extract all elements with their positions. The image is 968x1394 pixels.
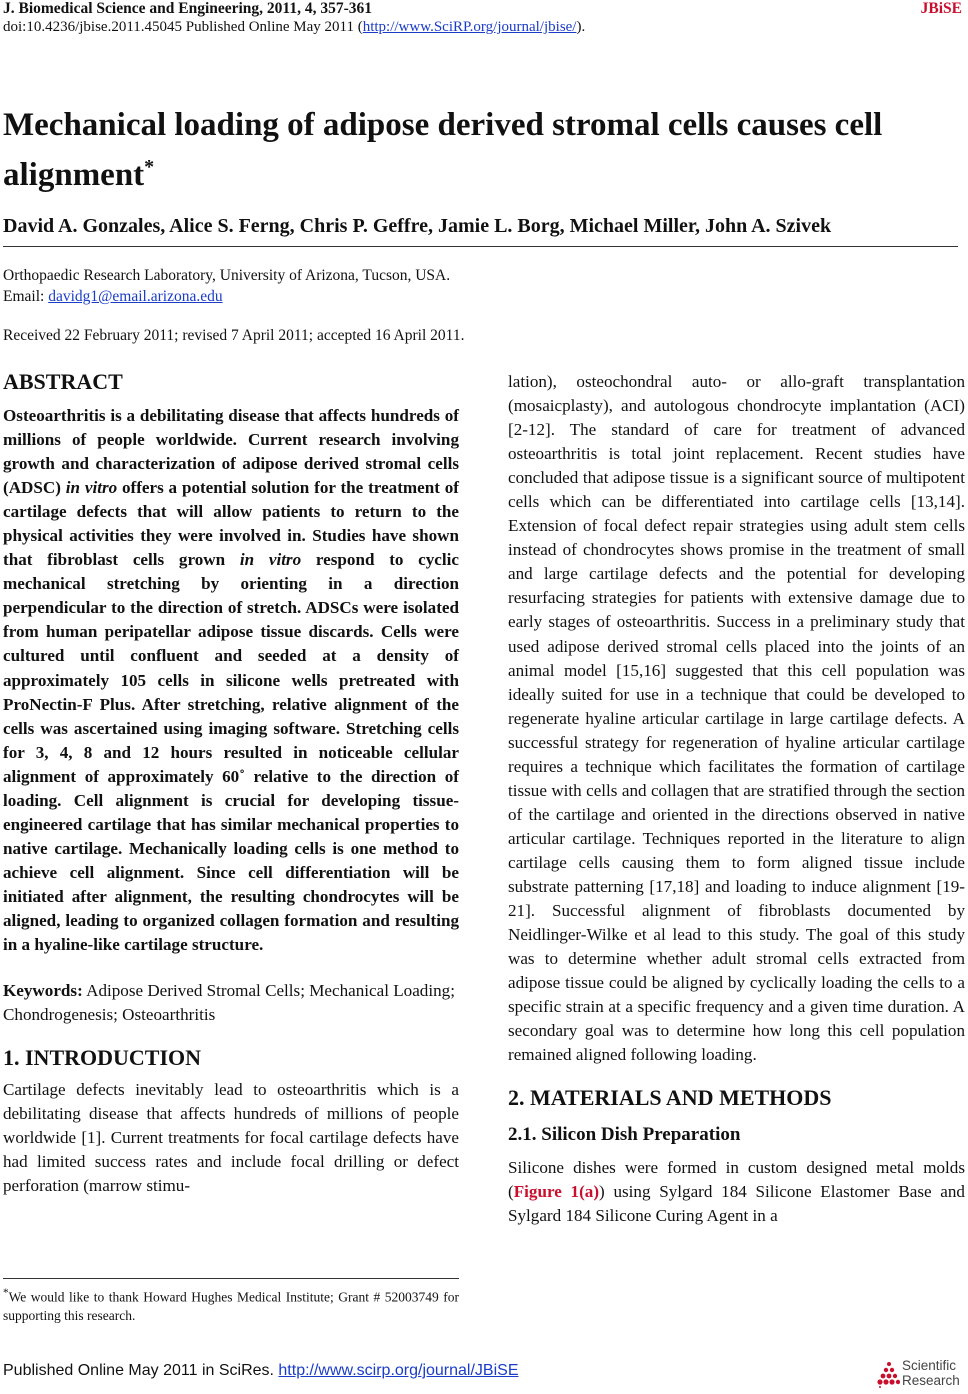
affiliation: Orthopaedic Research Laboratory, University of Arizona, Tucson, USA. — [3, 267, 451, 284]
received-dates: Received 22 February 2011; revised 7 April 2011; accepted 16 April 2011. — [3, 327, 465, 344]
introduction-heading: 1. INTRODUCTION — [3, 1045, 202, 1071]
logo-text — [902, 1358, 960, 1388]
journal-citation: J. Biomedical Science and Engineering, 2011, 4, 357-361 — [3, 0, 372, 17]
abstract-part-1: Osteoarthritis is a debilitating disease that affects hundreds of millions of people worldwide. Current research involving growth and characterization of adipose derived stromal cells (ADSC) — [3, 406, 459, 498]
footer-text: Published Online May 2011 in SciRes. — [3, 1362, 279, 1379]
doi-suffix: ). — [576, 19, 586, 35]
paper-title — [3, 104, 965, 196]
footnote-divider — [3, 1278, 459, 1279]
doi-line — [3, 19, 585, 36]
introduction-text-left: Cartilage defects inevitably lead to osteoarthritis which is a debilitating disease that affects hundreds of millions of people worldwide [1]. Current treatments for focal cartilage defects have had limited success rates and include focal drilling or defect perforation (marrow stimu- — [3, 1080, 459, 1196]
abstract-part-2: offers a potential solution for the treatment of cartilage defects that will allow patients to return to the physical activities they were involved in. Studies have shown that fibroblast cells grown — [3, 478, 459, 570]
methods-text-2: ) using Sylgard 184 Silicone Elastomer Base and Sylgard 184 Silicone Curing Agent in a — [508, 1182, 965, 1226]
abstract-text — [3, 404, 459, 957]
footnote-mark: * — [3, 1287, 9, 1299]
figure-reference[interactable]: Figure 1(a) — [513, 1182, 600, 1202]
introduction-text-right: lation), osteochondral auto- or allo-graft transplantation (mosaicplasty), and autologous chondrocyte implantation (ACI) [2-12]. The standard of care for treatment of advanced osteoarthritis is total joint replacement. Recent studies have concluded that adipose tissue is a significant source of multipotent cells which can be differentiated into cartilage cells [13,14]. Extension of focal defect repair strategies using adult stem cells instead of chondrocytes shows promise in the treatment of small and large cartilage defects and the potential for developing resurfacing strategies for patients with extensive damage due to early stages of osteoarthritis. Success in a preliminary study that used adipose derived stromal cells placed into the joints of an animal model [15,16] suggested that this cell population was ideally suited for use in a technique that could be developed to regenerate hyaline articular cartilage in large cartilage defects. A successful strategy for regeneration of hyaline articular cartilage requires a technique which facilitates the formation of cartilage tissue with cells and collagen that are stratified through the section of the cartilage and oriented in the directions observed in native articular cartilage. Techniques reported in the literature to align cartilage cells causing them to form aligned tissue include substrate patterning [17,18] and loading to induce alignment [19-21]. Successful alignment of fibroblasts documented by Neidlinger-Wilke et al lead to this study. The goal of this study was to determine whether adult stromal cells extracted from adipose tissue could be aligned by cyclically loading the cells to a specific strain at a specific frequency and a given time duration. A secondary goal was to determine how long this cell population remained aligned following loading. — [508, 372, 965, 1065]
abstract-italic-1: in vitro — [65, 478, 118, 498]
methods-text-1: Silicone dishes were formed in custom designed metal molds ( — [508, 1158, 965, 1202]
right-column — [508, 370, 965, 1229]
abstract-italic-2: in vitro — [239, 550, 302, 570]
title-text: Mechanical loading of adipose derived stromal cells causes cell alignment — [3, 107, 883, 193]
footer-link[interactable]: http://www.scirp.org/journal/JBiSE — [278, 1362, 519, 1379]
keywords-list: Adipose Derived Stromal Cells; Mechanical Loading; Chondrogenesis; Osteoarthritis — [3, 981, 455, 1025]
left-column — [3, 368, 459, 1198]
email-label: Email: — [3, 288, 49, 305]
email-line — [3, 286, 450, 307]
keywords — [3, 979, 459, 1027]
subsection-heading: 2.1. Silicon Dish Preparation — [508, 1124, 741, 1146]
footnote-text: We would like to thank Howard Hughes Medical Institute; Grant # 52003749 for supporting this research. — [3, 1289, 459, 1323]
journal-link[interactable]: http://www.SciRP.org/journal/jbise/ — [362, 19, 577, 35]
title-footnote-mark: * — [144, 156, 155, 178]
email-link[interactable]: davidg1@email.arizona.edu — [48, 288, 223, 305]
scientific-research-logo — [876, 1358, 966, 1392]
logo-dots-icon — [876, 1358, 900, 1388]
methods-text — [508, 1156, 965, 1228]
journal-code: JBiSE — [920, 0, 962, 17]
author-list: David A. Gonzales, Alice S. Ferng, Chris P. Geffre, Jamie L. Borg, Michael Miller, John A. Szivek — [3, 215, 832, 237]
abstract-part-3: respond to cyclic mechanical stretching by orienting in a direction perpendicular to the direction of stretch. ADSCs were isolated from human peripatellar adipose tissue discards. Cells were cultured until confluent and seeded at a density of approximately 105 cells in silicone wells pretreated with ProNectin-F Plus. After stretching, relative alignment of the cells was ascertained using imaging software. Stretching cells for 3, 4, 8 and 12 hours resulted in noticeable cellular alignment of approximately 60˚ relative to the direction of loading. Cell alignment is crucial for developing tissue-engineered cartilage that has similar mechanical properties to native cartilage. Mechanically loading cells is one method to achieve cell alignment. Since cell differentiation will be initiated after alignment, the resulting chondrocytes will be aligned, leading to organized collagen formation and resulting in a hyaline-like cartilage structure. — [3, 550, 459, 955]
keywords-label: Keywords: — [3, 981, 83, 1001]
logo-line-1: Scientific — [902, 1358, 957, 1373]
affiliation-block — [3, 265, 450, 307]
page-footer — [3, 1362, 519, 1380]
doi-prefix: doi:10.4236/jbise.2011.45045 Published Online May 2011 ( — [3, 19, 363, 35]
header-divider — [3, 246, 958, 247]
footnote — [3, 1284, 459, 1325]
methods-heading: 2. MATERIALS AND METHODS — [508, 1085, 832, 1111]
abstract-heading: ABSTRACT — [3, 369, 123, 394]
logo-line-2: Research — [902, 1373, 960, 1388]
